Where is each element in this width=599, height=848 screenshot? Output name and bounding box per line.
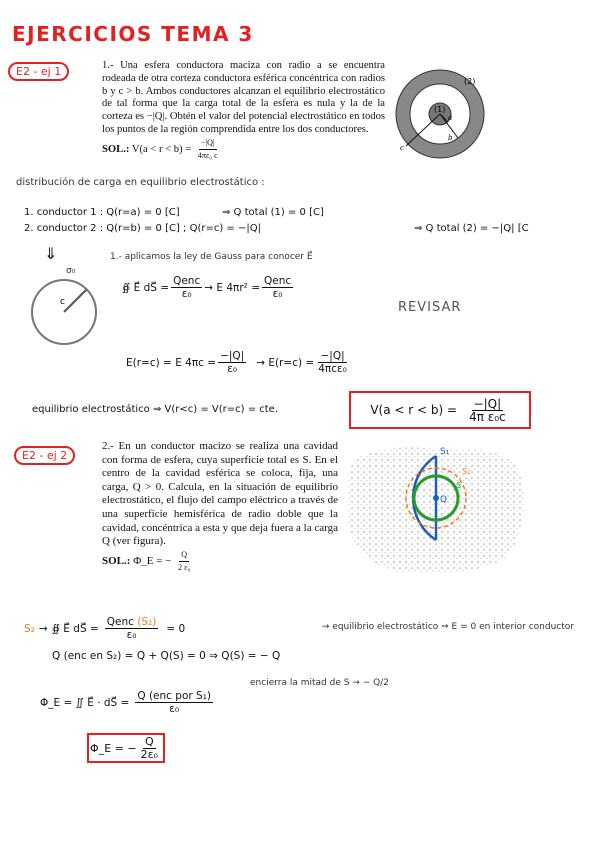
distribution-heading: distribución de carga en equilibrio electrostático : bbox=[16, 177, 265, 188]
down-arrow-icon: ⇓ bbox=[44, 244, 58, 263]
s2-label: S₂ bbox=[462, 467, 471, 476]
s-label: S bbox=[456, 481, 462, 490]
equilibrium-line: equilibrio electrostático ⇒ V(r<c) = V(r=c) = cte. bbox=[32, 404, 279, 415]
exercise-1-statement: 1.- Una esfera conductora maciza con radio a se encuentra rodeada de otra corteza conductora esférica concéntrica con radios b y c > b. Ambos conductores alcanzan el equilibrio electrostático de tal forma que la carga total de la esfera es nula y la de la corteza es −|Q|. Obtén el valor del potencial electrostático en todos los puntos de la región comprendida entre los dos conductores. SOL.: V(a < r < b) = $\frac{-|Q|}{\text{4πε₀ c}}$ bbox=[102, 60, 385, 160]
phi-equation: Φ_E = ∬ E⃗ · dS⃗ = $\frac{\text{Q (enc por S₁)}}{\text{ε₀}}$ bbox=[40, 690, 211, 715]
gaussian-sphere-sketch bbox=[28, 276, 104, 346]
radius-b-label: b bbox=[448, 134, 453, 142]
phi-note: encierra la mitad de S → − Q/2 bbox=[250, 678, 389, 688]
exercise-2-badge: E2 - ej 2 bbox=[14, 446, 75, 465]
gauss-note: 1.- aplicamos la ley de Gauss para conocer E⃗ bbox=[110, 252, 313, 262]
page-title: EJERCICIOS TEMA 3 bbox=[12, 22, 254, 46]
exercise-1-badge: E2 - ej 1 bbox=[8, 62, 69, 81]
concentric-spheres-figure bbox=[392, 68, 488, 164]
conductor-2-line: 2. conductor 2 : Q(r=b) = 0 [C] ; Q(r=c) = −|Q| bbox=[24, 223, 261, 234]
flux-s2-equation: S₂ → ∯ E⃗ dS⃗ = $\frac{\text{Qenc (S₂)}}{\text{ε₀}}$ = 0 bbox=[24, 616, 186, 641]
result-1-box: V(a < r < b) = $\frac{-|Q|}{\text{4π ε₀c}}$ bbox=[349, 391, 531, 429]
field-at-c-equation: E(r=c) = E 4πc = $\frac{-|Q|}{\text{ε₀}}$ → E(r=c) = $\frac{-|Q|}{\text{4πcε₀}}$ bbox=[126, 350, 347, 375]
gauss-equation: ∯ E⃗ dS⃗ = $\frac{\text{Qenc}}{\text{ε₀}}$ → E 4πr² = $\frac{\text{Qenc}}{\text{ε₀}}$ bbox=[122, 275, 292, 300]
inner-label: (1) bbox=[434, 105, 446, 114]
charge-q-label: Q bbox=[440, 495, 448, 505]
radius-c-label: c bbox=[400, 144, 404, 152]
cavity-conductor-figure bbox=[344, 440, 530, 580]
revisar-note: REVISAR bbox=[398, 300, 462, 315]
result-2-box: Φ_E = − $\frac{Q}{\text{2ε₀}}$ bbox=[87, 733, 165, 763]
outer-label: (2) bbox=[464, 77, 476, 86]
gauss-radius-label: c bbox=[60, 297, 65, 307]
s1-label: S₁ bbox=[440, 447, 450, 457]
conductor-2-total: ⇒ Q total (2) = −|Q| [C bbox=[414, 223, 529, 234]
radius-a-label: a bbox=[448, 114, 453, 122]
exercise-2-statement: 2.- En un conductor macizo se realiza una cavidad con forma de esfera, cuya superficie total es S. En el centro de la cavidad esférica se coloca, fija, una carga, Q > 0. Calcula, en la situación de equilibrio electrostático, el flujo del campo eléctrico a través de una superficie hemisférica de radio doble que la cavidad, concéntrica a esta y que deja fuera a la carga Q (ver figura). SOL.: Φ_E = − $\frac{Q}{\text{2 ε₀}}$ bbox=[102, 440, 338, 572]
flux-note: → equilibrio electrostático ⇒ E = 0 en interior conductor bbox=[321, 622, 574, 632]
enclosed-charge-line: Q (enc en S₂) = Q + Q(S) = 0 ⇒ Q(S) = − Q bbox=[52, 650, 281, 662]
sigma-label: σ₀ bbox=[66, 266, 76, 276]
conductor-1-total: ⇒ Q total (1) = 0 [C] bbox=[222, 207, 324, 218]
conductor-1-line: 1. conductor 1 : Q(r=a) = 0 [C] bbox=[24, 207, 180, 218]
